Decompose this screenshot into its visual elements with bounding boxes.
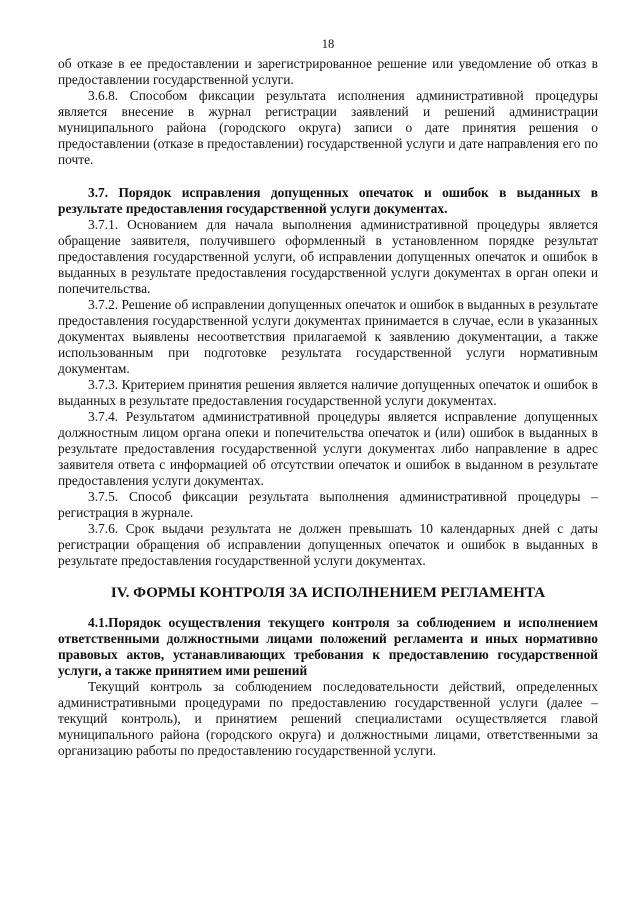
spacer [58, 168, 598, 185]
page-number: 18 [321, 37, 335, 51]
section-heading-3-7: 3.7. Порядок исправления допущенных опечаток и ошибок в выданных в результате предоставления государственной услуги документах. [58, 185, 598, 216]
paragraph-3-7-2: 3.7.2. Решение об исправлении допущенных опечаток и ошибок в выданных в результате предоставления государственной услуги документах принимается в случае, если в указанных документах выявлены несоответствия прилагаемой к заявлению документации, а также использованным при подготовке результата государственной услуги нормативным документам. [58, 297, 598, 376]
document-page [58, 36, 598, 759]
paragraph-3-7-3: 3.7.3. Критерием принятия решения является наличие допущенных опечаток и ошибок в выданных в результате предоставления государственной услуги документах. [58, 377, 598, 408]
paragraph-3-7-1: 3.7.1. Основанием для начала выполнения административной процедуры является обращение заявителя, получившего оформленный в установленном порядке результат предоставления государственной услуги, об исправлении допущенных опечаток и ошибок в выданных в результате предоставления государственной услуги документах в орган опеки и попечительства. [58, 217, 598, 296]
paragraph-3-7-5: 3.7.5. Способ фиксации результата выполнения административной процедуры – регистрация в журнале. [58, 489, 598, 520]
chapter-heading-iv: IV. ФОРМЫ КОНТРОЛЯ ЗА ИСПОЛНЕНИЕМ РЕГЛАМЕНТА [110, 585, 546, 601]
paragraph-4-1: Текущий контроль за соблюдением последовательности действий, определенных административными процедурами по предоставлению государственной услуги (далее – текущий контроль), и принятием решений специалистами осуществляется главой муниципального района (городского округа) и должностными лицами, ответственными за организацию работы по предоставлению государственной услуги. [58, 679, 598, 758]
paragraph-continuation: об отказе в ее предоставлении и зарегистрированное решение или уведомление об отказ в предоставлении государственной услуги. [58, 56, 598, 87]
paragraph-3-7-4: 3.7.4. Результатом административной процедуры является исправление допущенных должностным лицом органа опеки и попечительства опечаток и (или) ошибок в выданных в результате предоставления государственной услуги документах либо направление в адрес заявителя ответа с информацией об отсутствии опечаток и ошибок в выданном в результате предоставления услуги документах. [58, 409, 598, 488]
paragraph-3-6-8: 3.6.8. Способом фиксации результата исполнения административной процедуры является внесение в журнал регистрации заявлений и решений администрации муниципального района (городского округа) записи о дате принятия решения о предоставлении (отказе в предоставлении) государственной услуги и дате направления его по почте. [58, 88, 598, 167]
paragraph-3-7-6: 3.7.6. Срок выдачи результата не должен превышать 10 календарных дней с даты регистрации обращения об исправлении допущенных опечаток и ошибок в выданных в результате предоставления государственной услуги документах. [58, 521, 598, 568]
section-heading-4-1: 4.1.Порядок осуществления текущего контроля за соблюдением и исполнением ответственными должностными лицами положений регламента и иных нормативно правовых актов, устанавливающих требования к предоставлению государственной услуги, а также принятием ими решений [58, 615, 598, 678]
